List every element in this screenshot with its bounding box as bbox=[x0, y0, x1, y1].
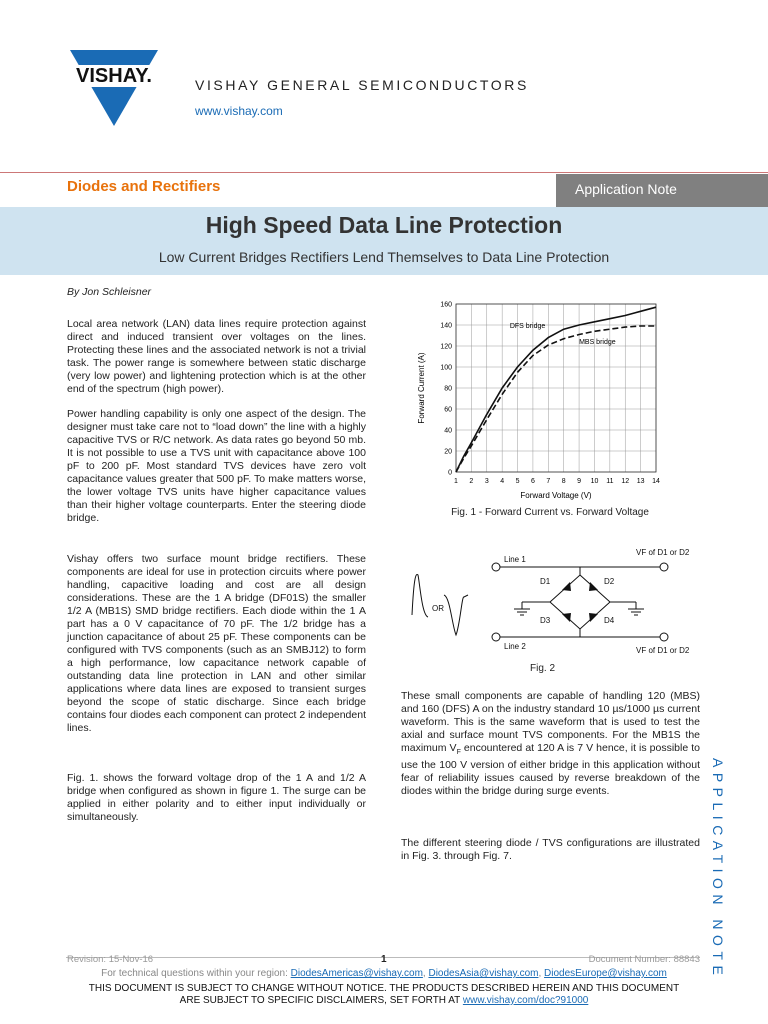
fig2-caption: Fig. 2 bbox=[530, 663, 556, 674]
x-tick-6: 6 bbox=[530, 478, 535, 485]
legend-dfs-label: DFS bridge bbox=[509, 323, 546, 331]
x-tick-1: 1 bbox=[454, 478, 458, 485]
disclaimer-line-1: THIS DOCUMENT IS SUBJECT TO CHANGE WITHOUT NOTICE. THE PRODUCTS DESCRIBED HEREIN AND THIS DOCUMENT bbox=[88, 983, 680, 994]
or-label: OR bbox=[432, 604, 444, 613]
diode-d1-symbol bbox=[562, 582, 571, 591]
series-line-0 bbox=[456, 307, 656, 472]
email-americas-link[interactable]: DiodesAmericas@vishay.com bbox=[290, 968, 423, 979]
diode-d4-symbol bbox=[589, 613, 598, 622]
bridge-circuit-diagram bbox=[404, 545, 704, 663]
vf-bottom-label: VF of D1 or D2 bbox=[636, 646, 690, 655]
author: By Jon Schleisner bbox=[67, 286, 152, 298]
y-axis-label: Forward Current (A) bbox=[417, 352, 426, 424]
y-tick-140: 140 bbox=[440, 322, 452, 330]
website-link[interactable]: www.vishay.com bbox=[195, 104, 283, 118]
d4-label: D4 bbox=[604, 616, 615, 625]
y-tick-20: 20 bbox=[444, 448, 452, 456]
y-tick-100: 100 bbox=[440, 364, 452, 372]
d2-label: D2 bbox=[604, 577, 615, 586]
line2-label: Line 2 bbox=[504, 642, 526, 651]
page-number: 1 bbox=[381, 954, 387, 965]
y-tick-120: 120 bbox=[440, 343, 452, 351]
email-asia-link[interactable]: DiodesAsia@vishay.com bbox=[428, 968, 539, 979]
x-tick-12: 12 bbox=[621, 478, 630, 485]
fig1-caption: Fig. 1 - Forward Current vs. Forward Voltage bbox=[451, 507, 649, 518]
diode-d3-symbol bbox=[562, 613, 571, 622]
y-tick-160: 160 bbox=[440, 301, 452, 309]
disclaimer-link[interactable]: www.vishay.com/doc?91000 bbox=[462, 995, 589, 1006]
revision: Revision: 15-Nov-16 bbox=[67, 954, 154, 965]
negative-surge-waveform bbox=[444, 595, 468, 635]
diode-d2-symbol bbox=[589, 582, 598, 591]
page-subtitle: Low Current Bridges Rectifiers Lend Themselves to Data Line Protection bbox=[158, 249, 610, 265]
y-tick-40: 40 bbox=[444, 427, 452, 435]
page-title: High Speed Data Line Protection bbox=[205, 212, 563, 238]
vf-top-label: VF of D1 or D2 bbox=[636, 548, 690, 557]
logo-text: VISHAY. bbox=[76, 65, 152, 87]
x-tick-5: 5 bbox=[515, 478, 520, 485]
paragraph-surge-capability: These small components are capable of handling 120 (MBS) and 160 (DFS) A on the industry standard 10 µs/1000 µs current waveform. This is the same waveform that is used to test the axial and surface mount TVS components. For the MB1S the maximum $V_F$ encountered at 120 A is 7 V hence, it is possible to use the 100 V version of either bridge in this application without fear of reliability issues caused by reverse breakdown of the diodes within the bridge during surge events. bbox=[401, 690, 700, 798]
forward-current-chart bbox=[410, 296, 670, 506]
doc-type-label: Application Note bbox=[575, 181, 677, 197]
x-tick-2: 2 bbox=[469, 478, 474, 485]
y-tick-80: 80 bbox=[444, 385, 452, 393]
line2-terminal-left bbox=[492, 633, 500, 641]
d1-label: D1 bbox=[540, 577, 551, 586]
x-axis-label: Forward Voltage (V) bbox=[520, 491, 592, 500]
line1-label: Line 1 bbox=[504, 555, 526, 564]
y-tick-60: 60 bbox=[444, 406, 452, 414]
x-tick-8: 8 bbox=[561, 478, 566, 485]
email-europe-link[interactable]: DiodesEurope@vishay.com bbox=[544, 968, 667, 979]
paragraph-intro: Local area network (LAN) data lines require protection against direct and induced transient over voltages on the lines. Protecting these lines and the associated network is not a trivial task. The power range is somewhere between static discharge (very low power) and lightening protection which is at the other end of the spectrum (high power). bbox=[67, 318, 366, 395]
legend-mbs-label: MBS bridge bbox=[579, 338, 616, 346]
line1-terminal-left bbox=[492, 563, 500, 571]
series-line-1 bbox=[456, 326, 656, 472]
vishay-logo bbox=[66, 48, 162, 128]
paragraph-configurations: The different steering diode / TVS configurations are illustrated in Fig. 3. through Fig. 7. bbox=[401, 837, 700, 862]
category-label: Diodes and Rectifiers bbox=[67, 178, 221, 195]
x-tick-14: 14 bbox=[652, 478, 660, 485]
line2-terminal-right bbox=[660, 633, 668, 641]
x-tick-9: 9 bbox=[577, 478, 582, 485]
paragraph-bridges: Vishay offers two surface mount bridge rectifiers. These components are ideal for use in protection circuits where power handling, capacitive loading and cost are all design considerations. These are the 1 A bridge (DF01S) the smaller 1/2 A (MB1S) SMD bridge rectifiers. Each diode within the 1 A part has a 0 V capacitance of 70 pF. The 1/2 bridge has a junction capacitance of about 25 pF. These components can be configured with TVS components (such as an SMBJ12) to form a high performance, low capacitance network capable of outstanding data line protection in LAN and other similar applications where data lines are exposed to transient surges beyond the scope of static discharge. Since each bridge contains four diodes each component can protect 2 independent lines. bbox=[67, 553, 366, 734]
positive-surge-waveform bbox=[412, 574, 428, 617]
x-tick-7: 7 bbox=[546, 478, 551, 485]
paragraph-fig1-ref: Fig. 1. shows the forward voltage drop of the 1 A and 1/2 A bridge when configured as shown in figure 1. The surge can be applied in either polarity and to either input individually or simultaneously. bbox=[67, 772, 366, 823]
document-number: Document Number: 88843 bbox=[588, 954, 700, 965]
x-tick-4: 4 bbox=[500, 478, 505, 485]
company-name: VISHAY GENERAL SEMICONDUCTORS bbox=[195, 77, 529, 93]
disclaimer-line-2: ARE SUBJECT TO SPECIFIC DISCLAIMERS, SET FORTH AT www.vishay.com/doc?91000 bbox=[179, 995, 589, 1006]
x-tick-11: 11 bbox=[606, 478, 614, 485]
paragraph-power: Power handling capability is only one aspect of the design. The designer must take care not to “load down” the line with a highly capacitive TVS or R/C network. As data rates go beyond 50 mb. It is not possible to use a TVS unit with capacitance above 100 pF to 200 pF. Most standard TVS devices have zero volt capacitance values greater that 500 pF. To make matters worse, the lower voltage TVS units have higher capacitance values than their higher voltage counterparts. Enter the steering diode bridge. bbox=[67, 408, 366, 524]
d3-label: D3 bbox=[540, 616, 551, 625]
bridge-outline bbox=[550, 575, 610, 629]
x-tick-10: 10 bbox=[590, 478, 599, 485]
y-tick-0: 0 bbox=[448, 469, 452, 477]
x-tick-13: 13 bbox=[636, 478, 645, 485]
x-tick-3: 3 bbox=[484, 478, 489, 485]
contact-line: For technical questions within your region: DiodesAmericas@vishay.com, DiodesAsia@vishay.com, DiodesEurope@vishay.com bbox=[101, 968, 667, 979]
side-label: APPLICATION NOTE bbox=[710, 758, 726, 981]
line1-terminal-right bbox=[660, 563, 668, 571]
